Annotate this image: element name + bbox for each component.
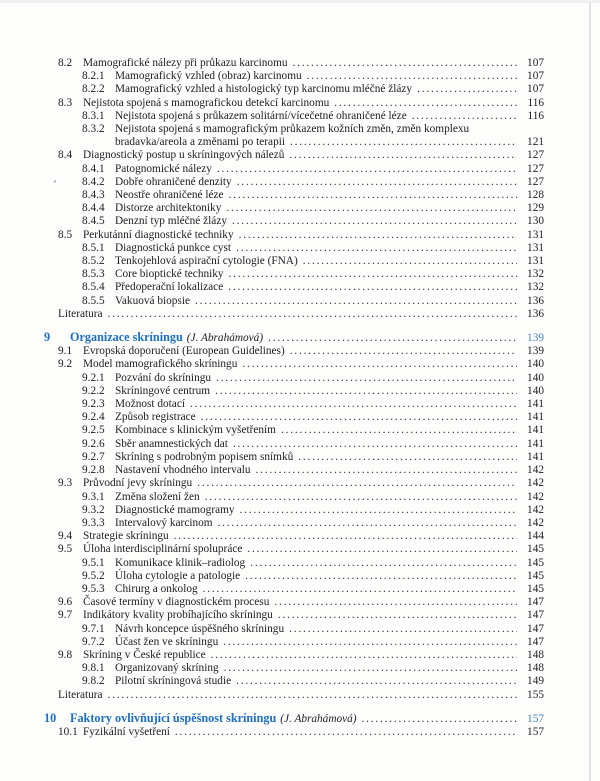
- entry-number: 9.5.3: [82, 582, 105, 595]
- entry-number: 8.2.1: [82, 70, 105, 83]
- entry-label: Sběr anamnestických dat: [115, 437, 228, 450]
- entry-label: Úloha interdisciplinární spolupráce: [83, 543, 243, 556]
- entry-number: 8.5.3: [82, 268, 105, 281]
- dot-leader: [229, 189, 517, 202]
- toc-entry-row: [44, 358, 544, 371]
- entry-label: Core bioptické techniky: [115, 268, 224, 281]
- dot-leader: [232, 215, 517, 228]
- entry-number: 9.4: [58, 530, 73, 543]
- entry-number: 9.2.3: [82, 398, 105, 411]
- entry-number: 9.2.1: [82, 371, 105, 384]
- entry-label: Diagnostický postup u skríningových nálezů: [83, 149, 285, 162]
- entry-label: Předoperační lokalizace: [115, 281, 224, 294]
- dot-leader: [250, 557, 517, 570]
- toc-entry-row: [44, 623, 544, 636]
- toc-entry-row: [44, 424, 544, 437]
- entry-number: 8.4: [58, 149, 73, 162]
- dot-leader: [108, 689, 517, 702]
- entry-number: 9.3: [58, 477, 73, 490]
- dot-leader: [228, 281, 517, 294]
- dot-leader: [211, 649, 517, 662]
- toc-entry-row: [44, 675, 544, 688]
- entry-page-number: 147: [527, 609, 544, 622]
- table-of-contents: [44, 57, 544, 739]
- entry-number: 9.2.4: [82, 411, 105, 424]
- entry-author: (J. Abrahámová): [186, 332, 264, 345]
- dot-leader: [197, 477, 517, 490]
- toc-entry-row: [44, 543, 544, 556]
- dot-leader: [417, 83, 517, 96]
- entry-number: 8.3: [58, 96, 73, 109]
- dot-leader: [201, 411, 517, 424]
- entry-page-number: 139: [527, 332, 544, 345]
- entry-page-number: 142: [527, 477, 544, 490]
- dot-leader: [175, 726, 517, 739]
- dot-leader: [203, 583, 517, 596]
- entry-label: Denzní typ mléčné žlázy: [115, 215, 227, 228]
- entry-label: Nejistota spojená s mamografickým průkazem kožních změn, změn komplexu: [115, 123, 470, 136]
- toc-entry-row: [44, 136, 544, 149]
- dot-leader: [268, 332, 517, 345]
- toc-entry-row: [44, 163, 544, 176]
- entry-number: 8.5: [58, 228, 73, 241]
- entry-label: Možnost dotací: [115, 398, 185, 411]
- entry-page-number: 128: [527, 189, 544, 202]
- entry-page-number: 147: [527, 622, 544, 635]
- entry-page-number: 145: [527, 569, 544, 582]
- entry-page-number: 147: [527, 635, 544, 648]
- entry-label: Fyzikální vyšetření: [83, 725, 170, 738]
- dot-leader: [290, 136, 517, 149]
- entry-page-number: 107: [527, 83, 544, 96]
- entry-label: Mamografické nálezy při průkazu karcinomu: [83, 57, 288, 69]
- dot-leader: [245, 570, 517, 583]
- entry-page-number: 141: [527, 398, 544, 411]
- entry-number: 9.8.1: [82, 662, 105, 675]
- entry-label: Literatura: [58, 688, 103, 701]
- entry-page-number: 131: [527, 241, 544, 254]
- toc-entry-row: [44, 583, 544, 596]
- entry-number: 8.4.5: [82, 215, 105, 228]
- toc-entry-row: [44, 557, 544, 570]
- entry-page-number: 127: [527, 175, 544, 188]
- entry-page-number: 140: [527, 371, 544, 384]
- toc-entry-row: [44, 268, 544, 281]
- entry-number: 9.6: [58, 596, 73, 609]
- entry-label: Faktory ovlivňující úspěšnost skríningu: [70, 710, 277, 725]
- dot-leader: [290, 345, 517, 358]
- entry-page-number: 131: [527, 228, 544, 241]
- toc-entry-row: [44, 726, 544, 739]
- entry-label: Návrh koncepce úspěšného skríningu: [115, 622, 285, 635]
- toc-entry-row: [44, 215, 544, 228]
- entry-label: Neostře ohraničené léze: [115, 189, 224, 202]
- dot-leader: [362, 713, 517, 726]
- page-top-edge: [0, 0, 600, 3]
- entry-number: 8.5.2: [82, 255, 105, 268]
- entry-page-number: 147: [527, 596, 544, 609]
- entry-label: Diagnostické mamogramy: [115, 503, 235, 516]
- toc-entry-row: [44, 451, 544, 464]
- entry-label: Chirurg a onkolog: [115, 582, 198, 595]
- toc-entry-row: [44, 530, 544, 543]
- toc-entry-row: [44, 372, 544, 385]
- entry-page-number: 129: [527, 202, 544, 215]
- toc-entry-row: [44, 491, 544, 504]
- entry-page-number: 121: [527, 136, 544, 149]
- dot-leader: [242, 358, 517, 371]
- toc-entry-row: [44, 636, 544, 649]
- toc-entry-row: [44, 609, 544, 622]
- dot-leader: [215, 385, 517, 398]
- toc-entry-row: [44, 517, 544, 530]
- toc-entry-row: [44, 464, 544, 477]
- entry-label: Model mamografického skríningu: [83, 358, 238, 371]
- toc-entry-row: [44, 477, 544, 490]
- entry-label: Průvodní jevy skríningu: [83, 477, 193, 490]
- toc-entry-row: [44, 110, 544, 123]
- entry-page-number: 107: [527, 70, 544, 83]
- dot-leader: [240, 504, 517, 517]
- entry-page-number: 132: [527, 268, 544, 281]
- entry-number: 9.2.8: [82, 464, 105, 477]
- entry-page-number: 127: [527, 149, 544, 162]
- entry-label: Indikátory kvality probíhajícího skríningu: [83, 609, 273, 622]
- entry-label: Nastavení vhodného intervalu: [115, 464, 251, 477]
- entry-page-number: 132: [527, 281, 544, 294]
- entry-number: 9.7.1: [82, 622, 105, 635]
- entry-page-number: 142: [527, 490, 544, 503]
- entry-label: Tenkojehlová aspirační cytologie (FNA): [115, 255, 298, 268]
- dot-leader: [289, 623, 517, 636]
- dot-leader: [278, 609, 517, 622]
- entry-label: bradavka/areola a změnami po terapii: [115, 136, 285, 149]
- toc-entry-row: [44, 255, 544, 268]
- toc-entry-row: [44, 57, 544, 70]
- entry-page-number: 141: [527, 450, 544, 463]
- entry-number: 10.1: [58, 725, 78, 738]
- toc-entry-row: [44, 202, 544, 215]
- dot-leader: [226, 202, 517, 215]
- toc-entry-row: [44, 385, 544, 398]
- entry-number: 9.2: [58, 358, 73, 371]
- dot-leader: [223, 636, 517, 649]
- entry-number: 8.4.3: [82, 189, 105, 202]
- entry-number: 8.4.4: [82, 202, 105, 215]
- toc-entry-row: [44, 411, 544, 424]
- dot-leader: [412, 110, 517, 123]
- dot-leader: [281, 424, 517, 437]
- entry-page-number: 140: [527, 358, 544, 371]
- toc-chapter-row: [44, 331, 544, 345]
- entry-label: Komunikace klinik–radiolog: [115, 556, 246, 569]
- toc-entry-row: [44, 176, 544, 189]
- dot-leader: [229, 268, 517, 281]
- entry-label: Intervalový karcinom: [115, 516, 213, 529]
- entry-label: Pozvání do skríningu: [115, 371, 212, 384]
- entry-number: 8.4.1: [82, 162, 105, 175]
- dot-leader: [307, 70, 517, 83]
- entry-number: 8.5.4: [82, 281, 105, 294]
- entry-label: Změna složení žen: [115, 490, 200, 503]
- entry-page-number: 141: [527, 411, 544, 424]
- toc-entry-row: [44, 281, 544, 294]
- entry-page-number: 148: [527, 648, 544, 661]
- dot-leader: [216, 372, 517, 385]
- entry-page-number: 139: [527, 345, 544, 358]
- entry-label: Pilotní skríningová studie: [115, 675, 232, 688]
- toc-entry-row: [44, 570, 544, 583]
- entry-page-number: 157: [527, 725, 544, 738]
- toc-entry-row: [44, 189, 544, 202]
- entry-page-number: 131: [527, 255, 544, 268]
- toc-entry-row: [44, 229, 544, 242]
- entry-number: 9.2.7: [82, 450, 105, 463]
- entry-label: Dobře ohraničené denzity: [115, 175, 232, 188]
- entry-page-number: 136: [527, 294, 544, 307]
- entry-number: 9.3.1: [82, 490, 105, 503]
- entry-number: 8.5.5: [82, 294, 105, 307]
- entry-number: 9.8.2: [82, 675, 105, 688]
- entry-number: 8.5.1: [82, 241, 105, 254]
- entry-number: 8.2.2: [82, 83, 105, 96]
- entry-number: 9.1: [58, 345, 73, 358]
- toc-entry-row: [44, 123, 544, 136]
- dot-leader: [205, 491, 517, 504]
- toc-entry-row: [44, 83, 544, 96]
- dot-leader: [256, 464, 517, 477]
- entry-page-number: 116: [527, 96, 544, 109]
- entry-number: 9.5.2: [82, 569, 105, 582]
- entry-page-number: 107: [527, 57, 544, 69]
- dot-leader: [236, 242, 517, 255]
- toc-entry-row: [44, 438, 544, 451]
- entry-number: 8.3.2: [82, 123, 105, 136]
- entry-label: Skríning v České republice: [83, 648, 206, 661]
- dot-leader: [195, 295, 517, 308]
- entry-page-number: 127: [527, 162, 544, 175]
- dot-leader: [247, 543, 517, 556]
- dot-leader: [289, 149, 517, 162]
- entry-label: Účast žen ve skríningu: [115, 635, 219, 648]
- entry-label: Nejistota spojená s průkazem solitární/vícečetné ohraničené léze: [115, 109, 407, 122]
- entry-page-number: 155: [527, 688, 544, 701]
- entry-page-number: 141: [527, 424, 544, 437]
- dot-leader: [303, 255, 517, 268]
- entry-label: Skríning s podrobným popisem snímků: [115, 450, 294, 463]
- dot-leader: [237, 176, 517, 189]
- entry-number: 9: [44, 330, 51, 345]
- entry-label: Organizace skríningu: [70, 330, 183, 345]
- dot-leader: [239, 229, 517, 242]
- entry-page-number: 142: [527, 464, 544, 477]
- entry-page-number: 149: [527, 675, 544, 688]
- entry-number: 9.2.2: [82, 384, 105, 397]
- entry-number: 10: [44, 710, 57, 725]
- entry-number: 9.3.3: [82, 516, 105, 529]
- entry-page-number: 145: [527, 556, 544, 569]
- entry-number: 8.4.2: [82, 175, 105, 188]
- entry-label: Patognomické nálezy: [115, 162, 212, 175]
- entry-label: Perkutánní diagnostické techniky: [83, 228, 234, 241]
- dot-leader: [274, 596, 517, 609]
- entry-label: Kombinace s klinickým vyšetřením: [115, 424, 276, 437]
- entry-page-number: 142: [527, 503, 544, 516]
- entry-number: 8.3.1: [82, 109, 105, 122]
- entry-number: 9.3.2: [82, 503, 105, 516]
- toc-entry-row: [44, 70, 544, 83]
- entry-label: Diagnostická punkce cyst: [115, 241, 232, 254]
- toc-entry-row: [44, 689, 544, 702]
- dot-leader: [233, 438, 517, 451]
- toc-entry-row: [44, 398, 544, 411]
- dot-leader: [218, 517, 517, 530]
- entry-label: Mamografický vzhled (obraz) karcinomu: [115, 70, 302, 83]
- entry-number: 8.2: [58, 57, 73, 69]
- dot-leader: [298, 451, 517, 464]
- dot-leader: [190, 398, 517, 411]
- entry-page-number: 145: [527, 543, 544, 556]
- dot-leader: [293, 57, 517, 70]
- entry-page-number: 141: [527, 437, 544, 450]
- page-right-edge: [589, 2, 591, 781]
- toc-entry-row: [44, 295, 544, 308]
- entry-label: Nejistota spojená s mamografickou detekcí karcinomu: [83, 96, 330, 109]
- toc-entry-row: [44, 649, 544, 662]
- dot-leader: [334, 97, 517, 110]
- toc-entry-row: [44, 308, 544, 321]
- toc-entry-row: [44, 242, 544, 255]
- entry-label: Vakuová biopsie: [115, 294, 190, 307]
- entry-number: 9.5: [58, 543, 73, 556]
- entry-number: 9.2.5: [82, 424, 105, 437]
- dot-leader: [108, 308, 517, 321]
- entry-label: Úloha cytologie a patologie: [115, 569, 241, 582]
- entry-label: Mamografický vzhled a histologický typ karcinomu mléčné žlázy: [115, 83, 413, 96]
- entry-label: Způsob registrace: [115, 411, 196, 424]
- entry-number: 9.2.6: [82, 437, 105, 450]
- toc-entry-row: [44, 97, 544, 110]
- toc-entry-row: [44, 149, 544, 162]
- entry-number: 9.5.1: [82, 556, 105, 569]
- entry-page-number: 116: [527, 109, 544, 122]
- entry-page-number: 142: [527, 516, 544, 529]
- entry-label: Distorze architektoniky: [115, 202, 222, 215]
- toc-entry-row: [44, 504, 544, 517]
- dot-leader: [236, 675, 517, 688]
- entry-label: Časové termíny v diagnostickém procesu: [83, 596, 270, 609]
- entry-page-number: 136: [527, 307, 544, 320]
- toc-entry-row: [44, 596, 544, 609]
- entry-number: 9.8: [58, 648, 73, 661]
- entry-page-number: 157: [527, 712, 544, 725]
- entry-number: 9.7.2: [82, 635, 105, 648]
- entry-author: (J. Abrahámová): [280, 712, 357, 725]
- entry-page-number: 145: [527, 582, 544, 595]
- entry-label: Evropská doporučení (European Guidelines): [83, 345, 285, 358]
- dot-leader: [174, 530, 517, 543]
- dot-leader: [224, 662, 517, 675]
- toc-entry-row: [44, 662, 544, 675]
- entry-number: 9.7: [58, 609, 73, 622]
- entry-label: Skríningové centrum: [115, 384, 211, 397]
- entry-page-number: 144: [527, 530, 544, 543]
- entry-page-number: 148: [527, 662, 544, 675]
- entry-page-number: 130: [527, 215, 544, 228]
- dot-leader: [217, 163, 517, 176]
- toc-chapter-row: [44, 712, 544, 726]
- entry-label: Strategie skríningu: [83, 530, 169, 543]
- toc-entry-row: [44, 345, 544, 358]
- entry-label: Organizovaný skríning: [115, 662, 219, 675]
- entry-page-number: 140: [527, 384, 544, 397]
- entry-label: Literatura: [58, 307, 103, 320]
